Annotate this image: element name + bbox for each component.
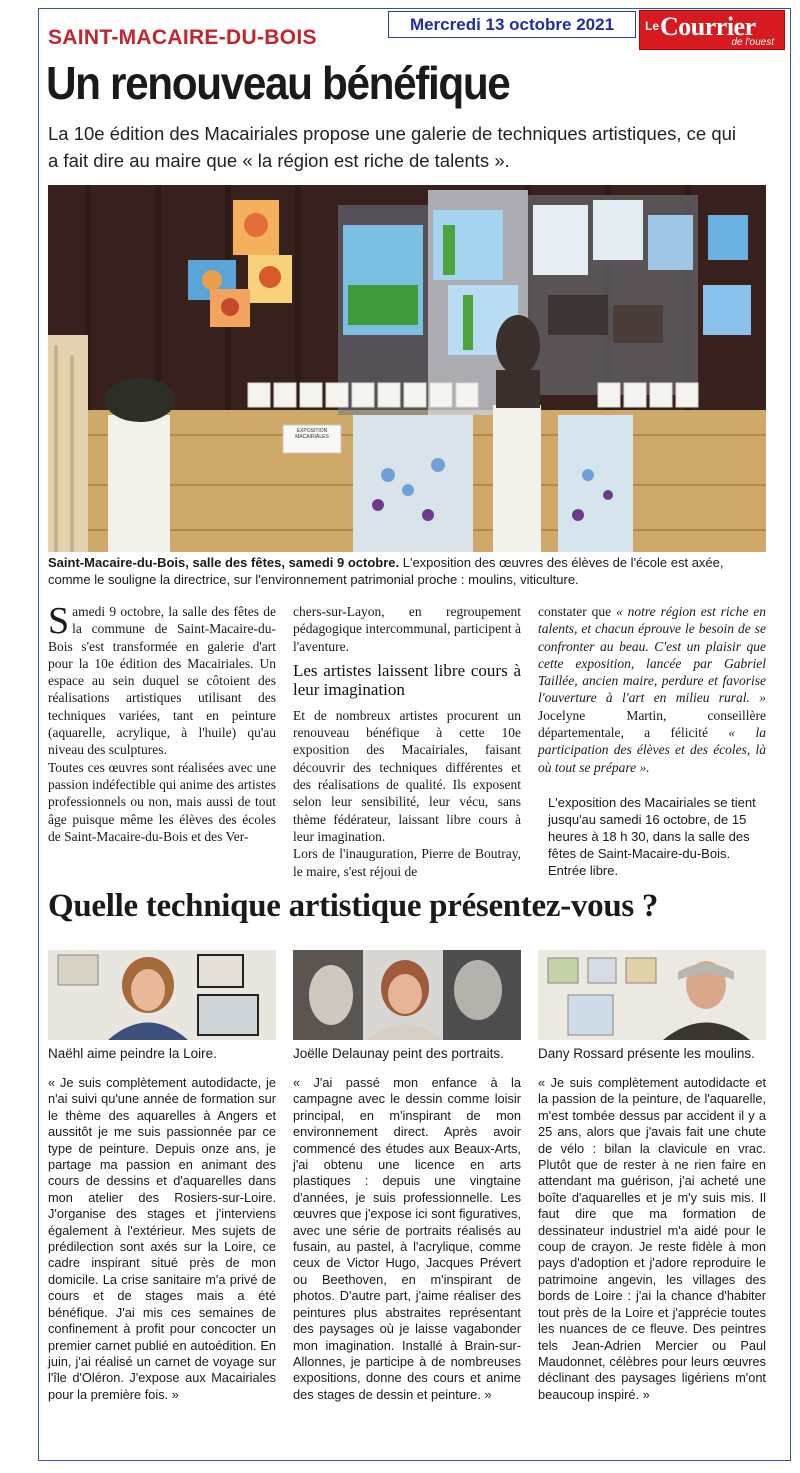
portrait-illustration [538, 950, 766, 1040]
article-text: Jocelyne Martin, conseillère départementale, a félicité [538, 707, 766, 741]
caption-bold: Saint-Macaire-du-Bois, salle des fêtes, samedi 9 octobre. [48, 555, 400, 570]
article-quote: « la participation des élèves et des écoles, là où tout se prépare ». [538, 725, 766, 775]
logo-le: Le [645, 19, 660, 33]
article-column-2 [293, 603, 521, 880]
article-subhead: Les artistes laissent libre cours à leur imagination [293, 660, 521, 699]
exhibition-info: L'exposition des Macairiales se tient jusqu'au samedi 16 octobre, de 15 heures à 18 h 30, dans la salle des fêtes de Saint-Macaire-du-Bois. Entrée libre. [548, 794, 756, 878]
portrait-caption-3: Dany Rossard présente les moulins. [538, 1046, 755, 1061]
drop-cap: S [48, 600, 70, 642]
photo-sign-text: EXPOSITION MACAIRIALES [295, 428, 329, 440]
portrait-illustration [48, 950, 276, 1040]
portrait-photo-1 [48, 950, 276, 1040]
exhibition-illustration [48, 185, 766, 552]
artist-quote-3: « Je suis complètement autodidacte et la passion de la peinture, de l'aquarelle, m'est tombée dessus par accident il y a 25 ans, alors que j'avais fait une chute de vélo : bilan la clavicule en vrac. Plutôt que de rester à ne rien faire en attendant ma guérison, j'ai acheté une boîte d'aquarelles et je m'y suis mis. Il faut dire que ma formation de dessinateur industriel m'a aidé pour le coup de crayon. Je reste fidèle à mon pays d'adoption et j'adore reproduire le patrimoine angevin, les villages des bords de Loire : j'ai la chance d'habiter tout près de la Loire et j'apprécie toutes les nuances de ce fleuve. Des peintres tels Jean-Adrien Mercier ou Paul Maudonnet, célèbres pour leurs œuvres déclinant des paysages ligériens m'ont beaucoup inspiré. » [538, 1075, 766, 1402]
artist-quote-1: « Je suis complètement autodidacte, je n'ai suivi qu'une année de formation sur le thème des aquarelles à Angers et aussitôt je me suis passionnée par ce type de peinture. Depuis onze ans, je partage ma passion en animant des cours de dessins et d'aquarelles dans mon atelier des Rosiers-sur-Loire. J'organise des stages et j'interviens également à l'extérieur. Mes sujets de prédilection sont axés sur la Loire, ce cadre inspirant situé près de mon domicile. La crise sanitaire m'a privé de cours et de stages mais a été bénéfique. J'ai mis ces semaines de confinement à profit pour concocter un premier carnet publié en autoédition. En juin, j'ai réalisé un carnet de voyage sur l'île d'Oléron. J'expose aux Macairiales pour la première fois. » [48, 1075, 276, 1402]
newspaper-logo [639, 10, 785, 50]
portrait-caption-2: Joëlle Delaunay peint des portraits. [293, 1046, 504, 1061]
exhibition-photo [48, 185, 766, 552]
logo-sub: de l'ouest [731, 37, 774, 48]
caption-text: L'exposition des œuvres des élèves de l'école est axée, comme le souligne la directrice, sur l'environnement patrimonial proche : moulins, viticulture. [48, 555, 724, 587]
section-title: Quelle technique artistique présentez-vous ? [48, 888, 659, 924]
kicker: SAINT-MACAIRE-DU-BOIS [48, 26, 317, 49]
logo-main: Courrier [660, 12, 756, 41]
publication-date: Mercredi 13 octobre 2021 [388, 11, 636, 38]
artist-quote-2: « J'ai passé mon enfance à la campagne avec le dessin comme loisir principal, en m'inspirant de mon environnement direct. Après avoir commencé des études aux Beaux-Arts, j'ai obtenu une licence en arts plastiques : depuis une vingtaine d'années, je suis professionnelle. Les œuvres que j'expose ici sont figuratives, avec une série de portraits réalisés au fusain, au pastel, à l'acrylique, comme ceux de Victor Hugo, Jacques Prévert ou Beethoven, en m'inspirant de photos. D'autre part, j'aime réaliser des peintures plus abstraites représentant des paysages où je laisse vagabonder mon imagination. Installé à Brain-sur-Allonnes, je participe à de nombreuses expositions, donne des cours et anime des stages de dessin et peinture. » [293, 1075, 521, 1402]
article-paragraph: Lors de l'inauguration, Pierre de Boutray, le maire, s'est réjoui de [293, 846, 521, 879]
article-paragraph [538, 603, 766, 776]
portrait-caption-1: Naëhl aime peindre la Loire. [48, 1046, 217, 1061]
article-column-1 [48, 600, 276, 845]
photo-caption [48, 554, 768, 588]
article-paragraph [48, 600, 276, 759]
article-column-3 [538, 603, 766, 879]
portrait-photo-3 [538, 950, 766, 1040]
article-text: amedi 9 octobre, la salle des fêtes de la commune de Saint-Macaire-du-Bois s'est transformée en galerie d'art pour la 10e édition des Macairiales. Un espace au sein duquel se côtoient des réalisations artistiques utilisant des techniques variées, tant en peinture (aquarelle, acrylique, à l'huile) qu'au niveau des sculptures. [48, 604, 276, 758]
portrait-illustration [293, 950, 521, 1040]
article-paragraph: chers-sur-Layon, en regroupement pédagogique intercommunal, participent à l'aventure. [293, 604, 521, 654]
article-paragraph: Toutes ces œuvres sont réalisées avec une passion indéfectible qui anime des artistes professionnels ou non, mais aussi de tout âge puisque même les élèves des écoles de Saint-Macaire-du-Bois et des Ver- [48, 759, 276, 844]
chapo: La 10e édition des Macairiales propose une galerie de techniques artistiques, ce qui a fait dire au maire que « la région est riche de talents ». [48, 123, 737, 171]
headline: Un renouveau bénéfique [46, 57, 510, 109]
portrait-photo-2 [293, 950, 521, 1040]
article-quote: « notre région est riche en talents, et chacun éprouve le besoin de se confronter au beau. C'est un plaisir que cette exposition, lancée par Gabriel Taillée, ancien maire, perdure et favorise l'ouverture à l'art en milieu rural. » [538, 604, 767, 706]
article-paragraph: Et de nombreux artistes procurent un renouveau bénéfique à cette 10e exposition des Macairiales, faisant découvrir des techniques différentes et des réalisations de qualité. Ils exposent selon leur sensibilité, leur vécu, sans thème fédérateur, laissant libre cours à leur imagination. [293, 707, 521, 844]
article-text: constater que [538, 604, 617, 619]
